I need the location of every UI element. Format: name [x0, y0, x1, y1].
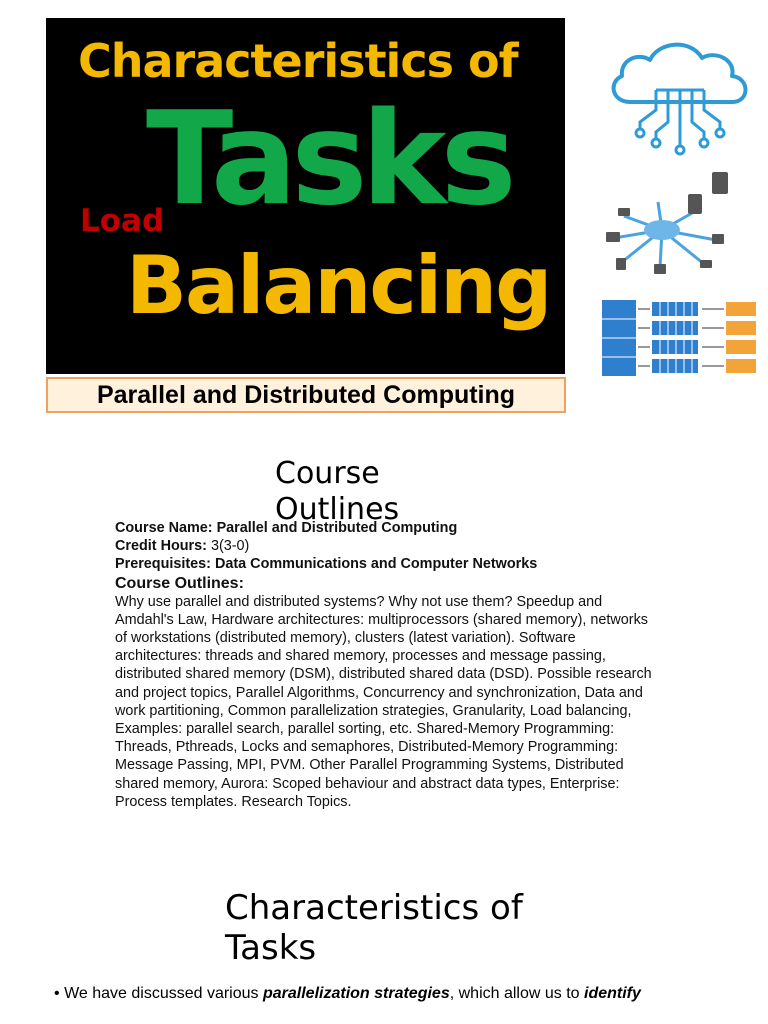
characteristics-heading: Characteristics of Tasks	[225, 888, 523, 968]
bullet-emphasis-2: identify	[584, 985, 641, 1002]
banner-load-label: Load	[80, 203, 165, 239]
network-diagram-icon	[600, 164, 760, 280]
prerequisites-row	[115, 555, 675, 573]
credit-hours-row	[115, 537, 675, 555]
course-outlines-text: Why use parallel and distributed systems? Why not use them? Speedup and Amdahl's Law, Hardware architectures: multiprocessors (shared memory), networks of workstations (distributed memory), clusters (latest variation). Software architectures: threads and shared memory, processes and message passing, distributed shared memory (DSM), distributed shared data (DSD). Possible research and project topics, Parallel Algorithms, Concurrency and synchronization, Data and work partitioning, Common parallelization strategies, Granularity, Load balancing, Examples: parallel search, parallel sorting, etc. Shared-Memory Programming: Threads, Pthreads, Locks and semaphores, Distributed-Memory Programming: Message Passing, MPI, PVM. Other Parallel Programming Systems, Distributed shared memory, Aurora: Scoped behaviour and abstract data types, Enterprise: Process templates. Research Topics.	[115, 593, 652, 810]
title-banner	[46, 18, 565, 374]
prerequisites-label: Prerequisites:	[115, 556, 211, 573]
bullet-symbol: •	[54, 985, 60, 1002]
credit-hours-value: 3(3-0)	[210, 538, 250, 555]
bullet-text-part2: , which allow us to	[449, 985, 584, 1002]
banner-title-line2: Tasks	[146, 85, 511, 234]
course-name-value: Parallel and Distributed Computing	[216, 520, 458, 536]
banner-title-line3: Balancing	[126, 239, 551, 332]
prerequisites-value: Data Communications and Computer Networks	[214, 556, 538, 573]
banner-title-line1: Characteristics of	[78, 34, 518, 88]
subtitle-text: Parallel and Distributed Computing	[96, 380, 516, 409]
bullet-emphasis-1: parallelization strategies	[262, 985, 450, 1002]
course-outlines-heading: Course Outlines	[275, 456, 400, 527]
task-queue-diagram	[600, 296, 760, 380]
course-outlines-label: Course Outlines:	[115, 574, 244, 592]
bullet-item	[54, 985, 768, 1003]
subtitle-box	[46, 377, 566, 413]
course-name-row	[115, 519, 675, 537]
cloud-circuit-icon	[600, 32, 760, 156]
credit-hours-label: Credit Hours:	[115, 538, 207, 555]
course-details	[115, 519, 675, 811]
bullet-text-part1: We have discussed various	[64, 985, 263, 1002]
course-name-label: Course Name:	[115, 520, 213, 536]
